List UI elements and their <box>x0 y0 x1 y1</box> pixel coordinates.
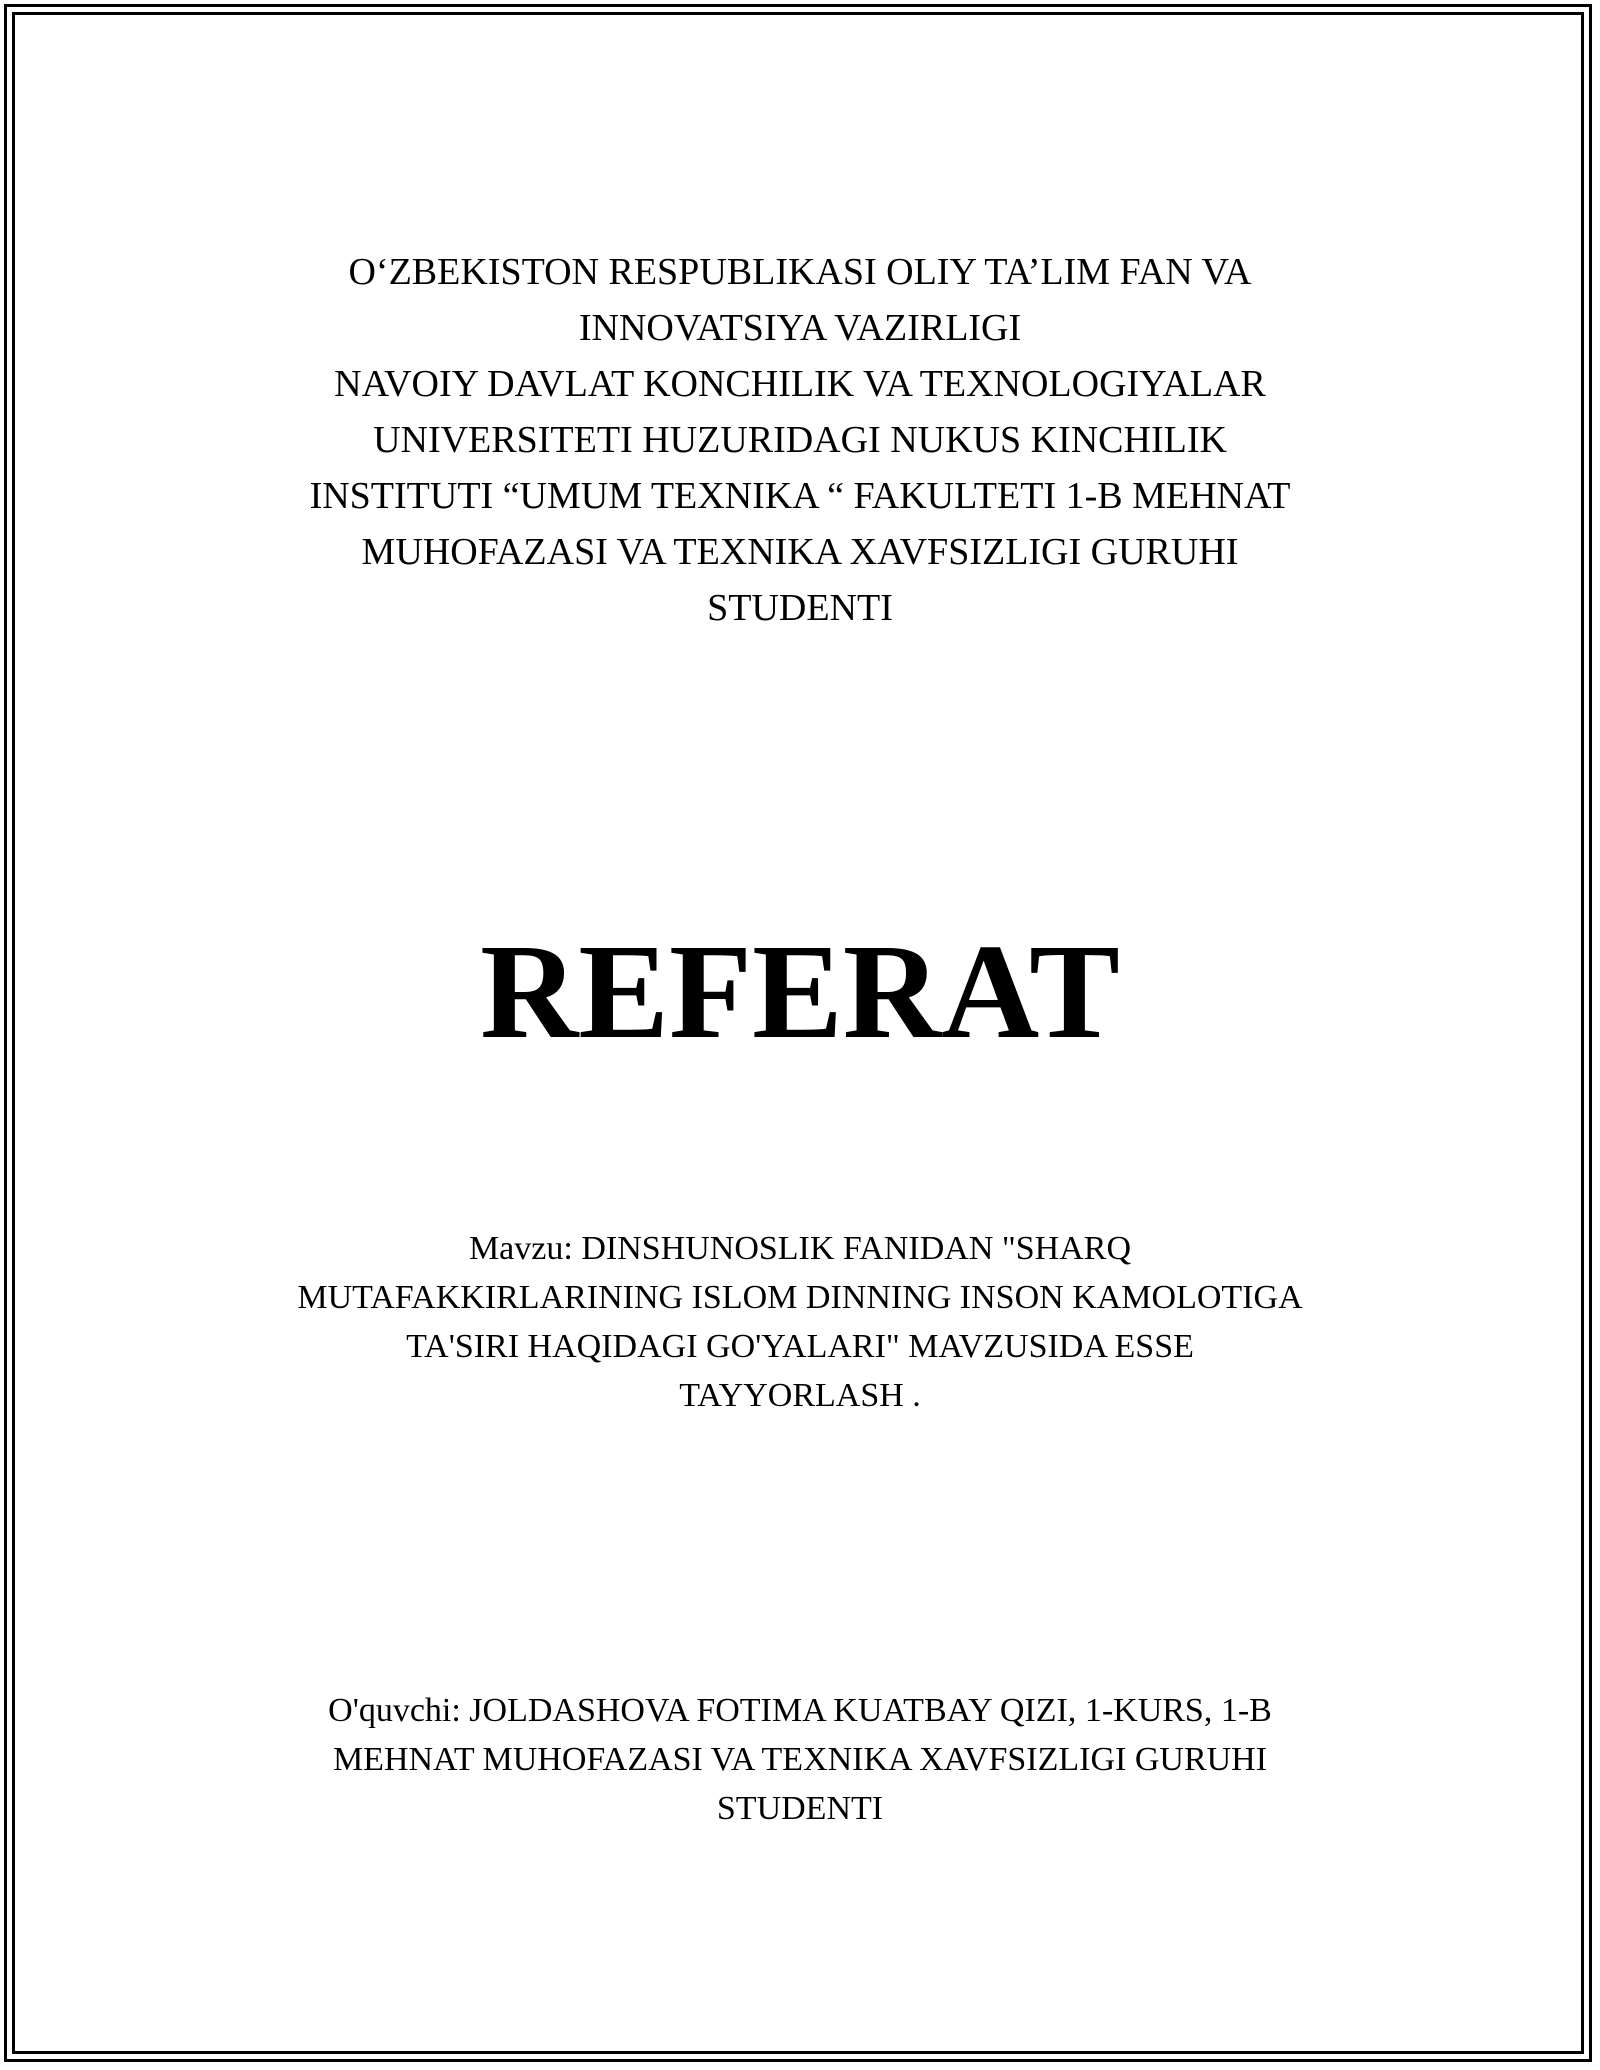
topic-line: TA'SIRI HAQIDAGI GO'YALARI" MAVZUSIDA ESSE <box>406 1328 1194 1365</box>
header-line: MUHOFAZASI VA TEXNIKA XAVFSIZLIGI GURUHI <box>361 531 1239 573</box>
document-title: REFERAT <box>480 917 1120 1067</box>
header-line: INNOVATSIYA VAZIRLIGI <box>578 307 1022 349</box>
topic-line: Mavzu: DINSHUNOSLIK FANIDAN "SHARQ <box>468 1230 1132 1267</box>
student-block <box>220 1686 1380 1833</box>
header-line: UNIVERSITETI HUZURIDAGI NUKUS KINCHILIK <box>373 419 1227 461</box>
institution-header <box>220 244 1380 636</box>
student-line: O'quvchi: JOLDASHOVA FOTIMA KUATBAY QIZI, 1-KURS, 1-B <box>328 1692 1272 1729</box>
topic-line: MUTAFAKKIRLARINING ISLOM DINNING INSON KAMOLOTIGA <box>297 1279 1303 1316</box>
topic-line: TAYYORLASH . <box>679 1377 921 1414</box>
student-line: MEHNAT MUHOFAZASI VA TEXNIKA XAVFSIZLIGI GURUHI <box>332 1741 1268 1778</box>
header-line: O‘ZBEKISTON RESPUBLIKASI OLIY TA’LIM FAN VA <box>348 251 1252 293</box>
header-line: STUDENTI <box>707 587 893 629</box>
header-line: INSTITUTI “UMUM TEXNIKA “ FAKULTETI 1-B MEHNAT <box>309 475 1291 517</box>
header-line: NAVOIY DAVLAT KONCHILIK VA TEXNOLOGIYALAR <box>334 363 1266 405</box>
student-line: STUDENTI <box>716 1790 884 1827</box>
topic-block <box>220 1224 1380 1420</box>
